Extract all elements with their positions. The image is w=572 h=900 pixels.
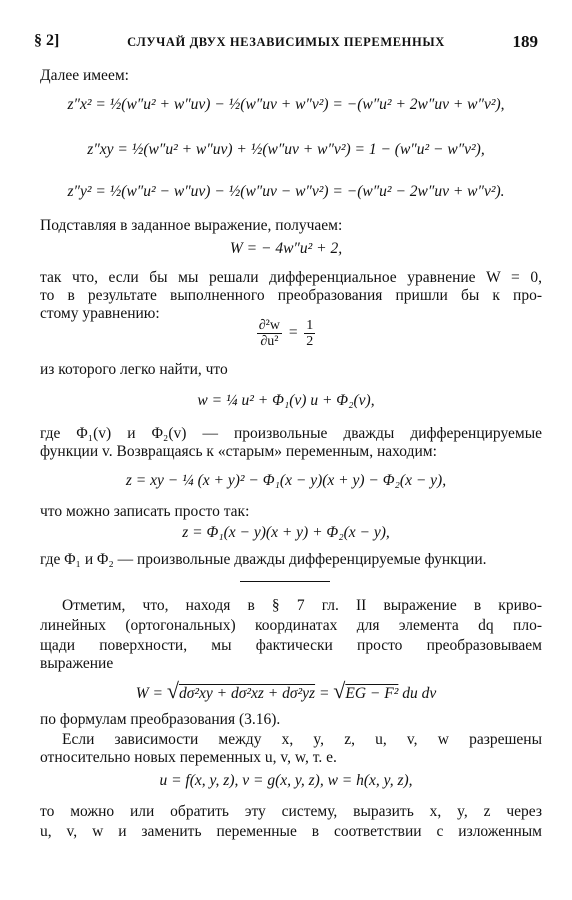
sqrt-symbol: √	[166, 678, 179, 703]
equation-area-element: W = √dσ²xy + dσ²xz + dσ²yz = √EG − F² du dv	[135, 678, 437, 703]
equation-w: w = ¼ u² + Φ₁(v) u + Φ₂(v),	[197, 392, 375, 409]
equation-W: W = − 4w″u² + 2,	[229, 240, 343, 257]
text-line: Далее имеем:	[40, 67, 129, 84]
section-divider	[240, 581, 330, 582]
equation-z-simple: z = Φ₁(x − y)(x + y) + Φ₂(x − y),	[182, 524, 390, 541]
text-line: щади поверхности, мы фактически просто преобразовываем	[40, 637, 542, 654]
text-line: линейных (ортогональных) координатах для элемента dq пло-	[40, 617, 542, 634]
section-marker: § 2]	[34, 32, 60, 49]
text-line: что можно записать просто так:	[40, 503, 250, 520]
text-line: функции v. Возвращаясь к «старым» переменным, находим:	[40, 443, 437, 460]
fraction-d2w-du2: $\frac{\text{∂²w}}{\text{∂u²}}$	[258, 318, 280, 349]
text-line: Подставляя в заданное выражение, получаем:	[40, 217, 343, 234]
text-line: относительно новых переменных u, v, w, т. е.	[40, 749, 337, 766]
text-line: где Φ₁(v) и Φ₂(v) — произвольные дважды дифференцируемые	[40, 425, 542, 442]
equation-zyy: z″y² = ½(w″u² − w″uv) − ½(w″uv − w″v²) = −(w″u² − 2w″uv + w″v²).	[67, 183, 505, 200]
equation-zxy: z″xy = ½(w″u² + w″uv) + ½(w″uv + w″v²) = 1 − (w″u² − w″v²),	[87, 141, 485, 158]
text-line: u, v, w и заменить переменные в соответствии с изложенным	[40, 823, 542, 840]
text-line: выражение	[40, 655, 114, 672]
fraction-one-half: $\frac{1}{2}$	[306, 318, 314, 349]
text-line: стому уравнению:	[40, 305, 160, 322]
text-line: где Φ₁ и Φ₂ — произвольные дважды дифференцируемые функции.	[40, 551, 487, 568]
equation-uvw: u = f(x, y, z), v = g(x, y, z), w = h(x, y, z),	[159, 772, 413, 789]
equation-zxx: z″x² = ½(w″u² + w″uv) − ½(w″uv + w″v²) = −(w″u² + 2w″uv + w″v²),	[67, 96, 505, 113]
text-line: Отметим, что, находя в § 7 гл. II выражение в криво-	[62, 597, 542, 614]
text-line: так что, если бы мы решали дифференциальное уравнение W = 0,	[40, 269, 542, 286]
running-header	[34, 32, 538, 52]
text-line: по формулам преобразования (3.16).	[40, 711, 281, 728]
text-line: Если зависимости между x, y, z, u, v, w разрешены	[62, 731, 542, 748]
chapter-title: СЛУЧАЙ ДВУХ НЕЗАВИСИМЫХ ПЕРЕМЕННЫХ	[127, 35, 445, 49]
text-line: из которого легко найти, что	[40, 361, 228, 378]
sqrt-symbol: √	[333, 678, 346, 703]
equation-z-full: z = xy − ¼ (x + y)² − Φ₁(x − y)(x + y) − Φ₂(x − y),	[125, 472, 447, 489]
text-line: то в результате выполненного преобразования пришли бы к про-	[40, 287, 542, 304]
page-number: 189	[512, 32, 538, 51]
equation-pde: $\frac{\text{∂²w}}{\text{∂u²}}$ = $\frac{1}{2}$	[258, 318, 314, 349]
text-line: то можно или обратить эту систему, выразить x, y, z через	[40, 803, 542, 820]
